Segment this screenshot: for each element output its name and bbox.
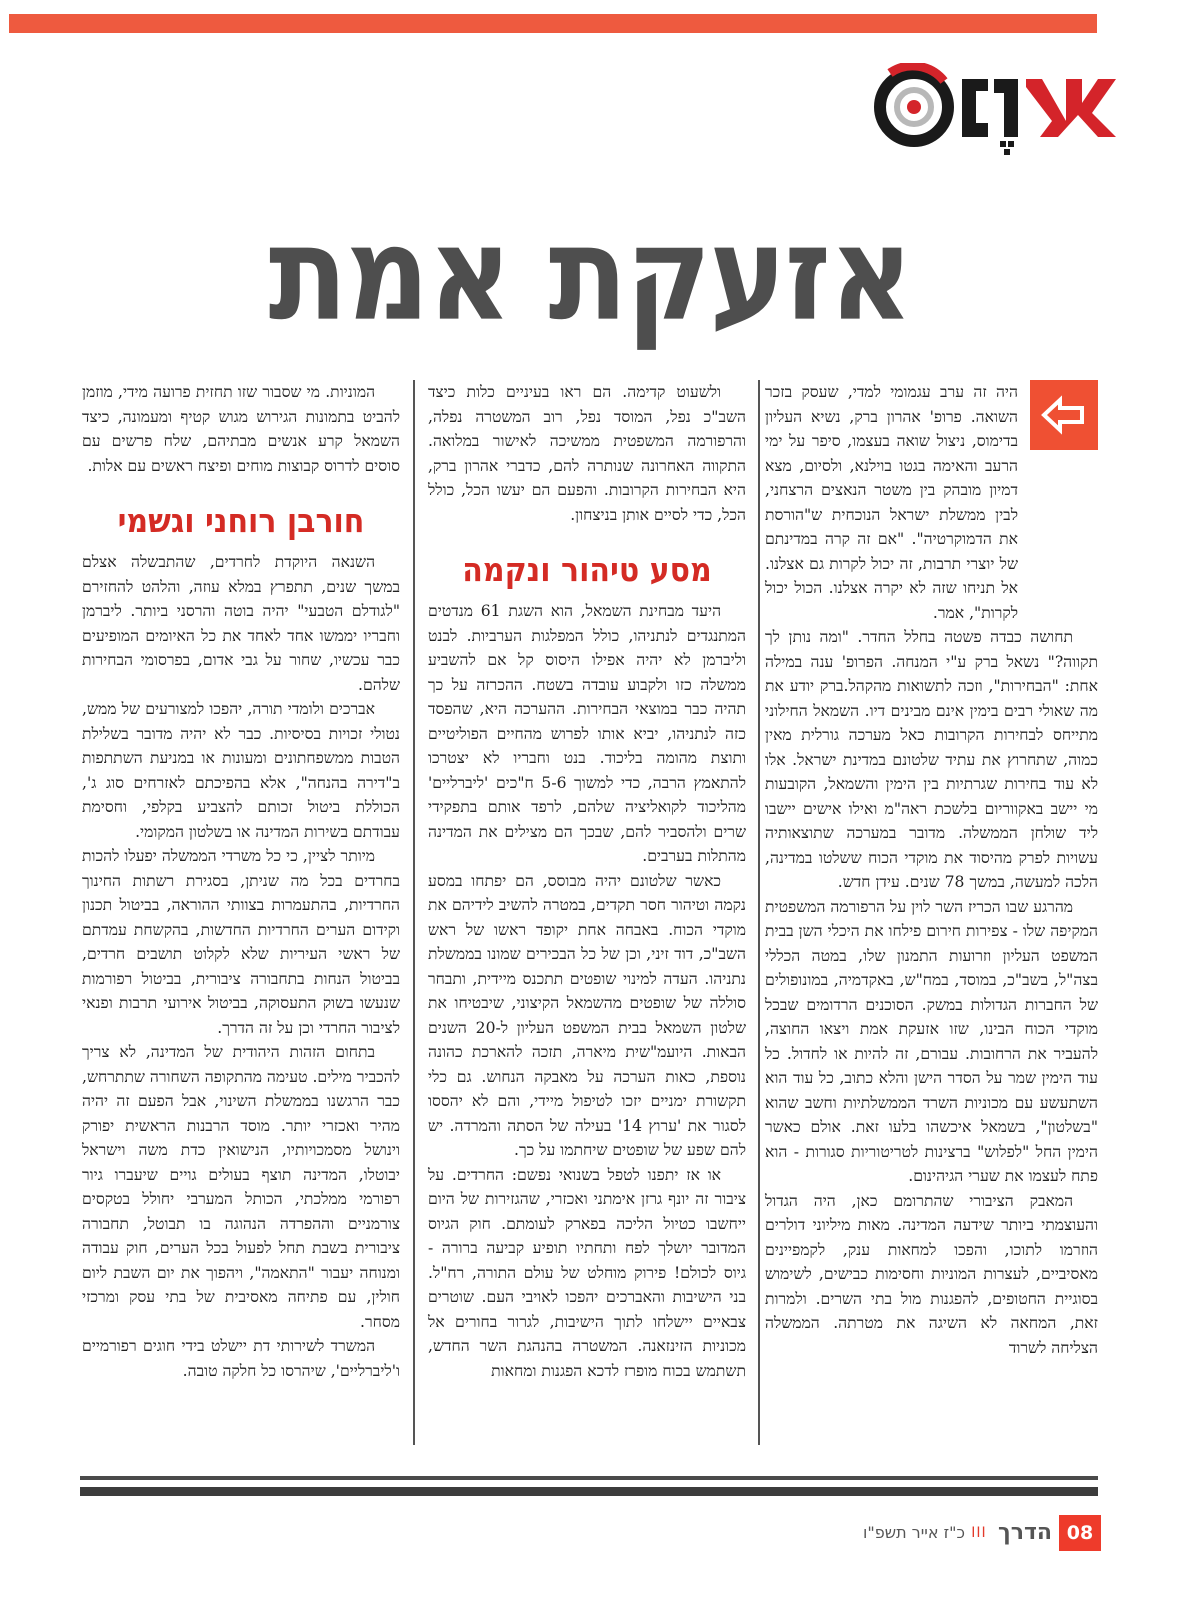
paragraph: מיותר לציין, כי כל משרדי הממשלה יפעלו להכות בחרדים בכל מה שניתן, בסגירת רשתות החינוך החרדיות, בהתעמרות בצוותי ההוראה, בביטול תכנון וקידום הערים החרדיות החדשות, בהקשחת עמדתם של ראשי העיריות שלא לקלוט תושבים חרדים, בביטול הנחות בתחבורה ציבורית, בביטול רפורמות שנעשו בשוק התעסוקה, בביטול אירועי תרבות ופנאי לציבור החרדי וכן על זה הדרך. [82, 847, 400, 1037]
column-divider [413, 380, 415, 1445]
column-divider [758, 380, 760, 1445]
paragraph: בתחום הזהות היהודית של המדינה, לא צריך להכביר מילים. טעימה מהתקופה השחורה שתתרחש, כבר הרגשנו בממשלת השינוי, אבל הפעם זה יהיה מהיר ואכזרי יותר. מוסד הרבנות הראשית יפורק וינושל מסמכויותיו, הנישואין כדת משה וישראל יבוטלו, המדינה תוצף בעולים גויים שיעברו גיור רפורמי ממלכתי, הכותל המערבי יחולל בטקסים צורמניים וההפרדה הנהוגה בו תבוטל, תחבורה ציבורית בשבת תחל לפעול בכל הערים, חוק עבודה ומנוחה יעבור "התאמה", ויהפוך את יום השבת ליום חולין, עם פתיחה מאסיבית של בתי עסק ומרכזי מסחר. [82, 1043, 400, 1331]
paragraph: המשרד לשירותי דת יישלט בידי חוגים רפורמיים ו'ליברליים', שיהרסו כל חלקה טובה. [82, 1337, 400, 1380]
paragraph: כאשר שלטונם יהיה מבוסס, הם יפתחו במסע נקמה וטיהור חסר תקדים, במטרה להשיב לידיהם את מוקדי הכוח. באבחה אחת יקופד ראשו של ראש השב"כ, דוד זיני, וכן של כל הבכירים שמונו בממשלת נתניהו. העדה למינוי שופטים תתכנס מיידית, ותבחר סוללה של שופטים מהשמאל הקיצוני, שיבטיחו את שלטון השמאל בבית המשפט העליון ל-20 השנים הבאות. היועמ"שית מיארה, תזכה להארכת כהונה נוספת, כאות הערכה על מאבקה הנחוש. גם כלי תקשורת ימניים יזכו לטיפול מיידי, והם לא יהססו לסגור את 'ערוץ 14' בעילה של הסתה והמרדה. יש להם שפע של שופטים שיחתמו על כך. [428, 871, 747, 1159]
article-column-middle [428, 380, 746, 1383]
footer-rule [80, 1476, 1098, 1480]
publication-name: הדרך [997, 1520, 1052, 1545]
footer-separator: III [971, 1525, 987, 1541]
omets-logo-icon [866, 63, 1124, 159]
section-subheading: מסע טיהור ונקמה [462, 551, 712, 590]
paragraph: מהרגע שבו הכריז השר לוין על הרפורמה המשפטית המקיפה שלו - צפירות חירום פילחו את היכלי השן בבית המשפט העליון וזרועות התמנון שלו, במטה הכללי בצה"ל, בשב"כ, במוסד, במח"ש, באקדמיה, במונופולים של החברות הגדולות במשק. הסוכנים הרדומים שבכל מוקדי הכוח הבינו, שזו אזעקת אמת ויצאו החוצה, להעביר את הרחובות. עבורם, זה להיות או לחדול. כל עוד הימין שמר על הסדר הישן והלא כתוב, כל עוד הוא השתעשע עם מכוניות השרד הממשלתיות וחשב שהוא "בשלטון", בשמאל איכשהו בלעו זאת. אולם כאשר הימין החל "לפלוש" ברצינות לטריטוריות סגורות - הוא פתח לעצמו את שערי הגיהינום. [765, 897, 1098, 1185]
paragraph: אברכים ולומדי תורה, יהפכו למצורעים של ממש, נטולי זכויות בסיסיות. כבר לא יהיה מדובר בשלילת הטבות ממשפחתונים ומעונות או במניעת השתתפות ב"דירה בהנחה", אלא בהפיכתם לאזרחים סוג ג', הכוללת ביטול זכותם להצביע בקלפי, וחסימת עבודתם בשירות המדינה או בשלטון המקומי. [82, 700, 400, 841]
paragraph: ולשעוט קדימה. הם ראו בעיניים כלות כיצד השב"כ נפל, המוסד נפל, רוב המשטרה נפלה, והרפורמה המשפטית ממשיכה לאישור במלואה. התקווה האחרונה שנותרה להם, כדברי אהרון ברק, היא הבחירות הקרובות. והפעם הם יעשו הכל, כולל הכל, כדי לסיים אותן בניצחון. [428, 383, 746, 524]
paragraph: המוניות. מי שסבור שזו תחזית פרועה מידי, מוזמן להביט בתמונות הגירוש מגוש קטיף ומעמונה, כיצד השמאל קרע אנשים מבתיהם, שלח פרשים עם סוסים לדרוס קבוצות מוחים ופיצח ראשים עם אלות. [82, 383, 400, 475]
omets-logo [866, 63, 1124, 159]
paragraph: השנאה היוקדת לחרדים, שהתבשלה אצלם במשך שנים, תתפרץ במלא עוזה, והלהט להחזירם "לגודלם הטבעי" יהיה בוטה והרסני ביותר. ליברמן וחבריו יממשו אחד לאחד את כל האיומים המופיעים כבר עכשיו, שחור על גבי אדום, בפרסומי הבחירות שלהם. [82, 553, 400, 694]
article-headline: אזעקת אמת [268, 198, 912, 351]
section-subheading: חורבן רוחני וגשמי [117, 502, 365, 541]
paragraph: המאבק הציבורי שהתרומם כאן, היה הגדול והעוצמתי ביותר שידעה המדינה. מאות מיליוני דולרים הוזרמו לתוכו, והפכו למחאות ענק, לקמפיינים מאסיביים, לעצרות המוניות וחסימות כבישים, לשימוש בסוגיית החטופים, להפגנות מול בתי השרים. ולמרות זאת, המחאה לא השיגה את מטרתה. הממשלה הצליחה לשרוד [765, 1191, 1098, 1357]
issue-date: כ"ז אייר תשפ"ו [863, 1523, 965, 1542]
article-column-right [765, 380, 1098, 1360]
paragraph: היעד מבחינת השמאל, הוא השגת 61 מנדטים המתנגדים לנתניהו, כולל המפלגות הערביות. לבנט וליברמן לא יהיה אפילו היסוס קל אם להשביע ממשלה כזו ולקבוע עובדה בשטח. ההכרזה על כך תהיה כבר במוצאי הבחירות. ההערכה היא, שהפסד כזה לנתניהו, יביא אותו לפרוש מהחיים הפוליטיים ותוצת מהומה בליכוד. בנט וחבריו לא יצטרכו להתאמץ הרבה, כדי למשוך 5-6 ח"כים 'ליברליים' מהליכוד לקואליציה שלהם, לרפד אותם בתפקידי שרים ולהסביר להם, שבכך הם מצילים את המדינה מהתלות בערבים. [428, 602, 746, 865]
paragraph: תחושה כבדה פשטה בחלל החדר. "ומה נותן לך תקווה?" נשאל ברק ע"י המנחה. הפרופ' ענה במילה אחת: "הבחירות", וזכה לתשואות מהקהל.ברק יודע את מה שאולי רבים בימין אינם מבינים דיו. השמאל החילוני מתייחס לבחירות הקרובות כאל מערכה גורלית מאין כמוה, שתחרוץ את עתיד שלטונם במדינת ישראל. אלו לא עוד בחירות שגרתיות בין הימין והשמאל, הקובעות מי יישב באקווריום בלשכת ראה"מ ואילו אישים יישבו ליד שולחן הממשלה. מדובר במערכה שתוצאותיה עשויות לפרק מהיסוד את מוקדי הכוח ששלטו במדינה, הלכה למעשה, במשך 78 שנים. עידן חדש. [765, 628, 1099, 891]
paragraph: או אז יתפנו לטפל בשנואי נפשם: החרדים. על ציבור זה יונף גרזן אימתני ואכזרי, שהגזירות של היום ייחשבו כטיול הליכה בפארק לעומתם. חוק הגיוס המדובר יושלך לפח ותחתיו תופיע קביעה ברורה - גיוס לכולם! פירוק מוחלט של עולם התורה, רח"ל. בני הישיבות והאברכים יהפכו לאויבי העם. שוטרים צבאיים יישלחו לתוך הישיבות, לגרור בחורים אל מכוניות הזינזאנה. המשטרה בהנהגת השר החדש, תשתמש בכוח מופרז לדכא הפגנות ומחאות [428, 1165, 746, 1380]
article-column-left [82, 380, 400, 1383]
paragraph: היה זה ערב עגמומי למדי, שעסק בזכר השואה. פרופ' אהרון ברק, נשיא העליון בדימוס, ניצול שואה בעצמו, סיפר על ימי הרעב והאימה בגטו בוילנא, ולסיום, מצא דמיון מובהק בין משטר הנאצים הרצחני, לבין ממשלת ישראל הנוכחית ש"הורסת את הדמוקרטיה". "אם זה קרה במדינתם של יוצרי תרבות, זה יכול לקרות גם אצלנו. אל תניחו שזה לא יקרה אצלנו. הכול יכול לקרות", אמר. [765, 383, 1018, 622]
top-accent-bar [9, 14, 1097, 33]
footer-rule [80, 1487, 1098, 1496]
page-number: 08 [1059, 1515, 1101, 1551]
